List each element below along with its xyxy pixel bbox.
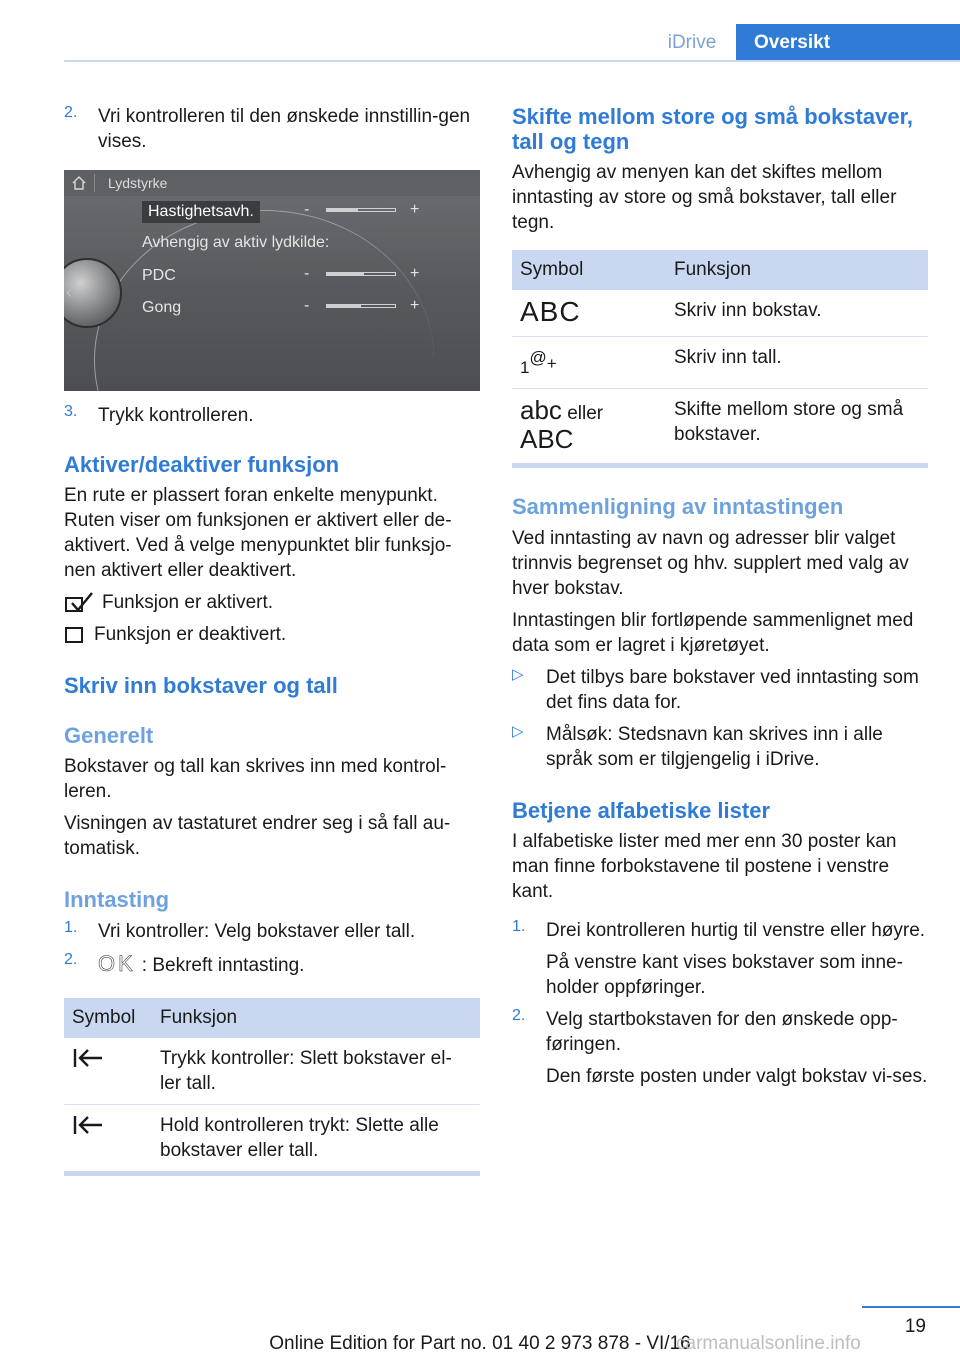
generelt-p1: Bokstaver og tall kan skrives inn med kontrol-leren. [64,756,447,802]
col-symbol: Symbol [64,998,152,1038]
step-number: 2. [512,1007,526,1024]
minus-label: - [304,297,310,314]
aktivert-text: Funksjon er aktivert. [102,592,274,613]
checkbox-empty-icon [64,625,88,645]
betjene-paragraph: I alfabetiske lister med mer enn 30 poster kan man finne forbokstavene til postene i venstre kant. [512,831,897,902]
bullet-item [512,722,928,772]
table-bottom-rule [64,1171,480,1176]
table-bottom-rule [512,463,928,468]
eller-text: eller [567,403,604,424]
symbol-cell [512,290,666,337]
step-2 [64,104,480,154]
funksjon-cell: Trykk kontroller: Slett bokstaver el-ler tall. [152,1038,480,1105]
screen-row-gong: Gong [142,299,182,316]
heading-skriv: Skriv inn bokstaver og tall [64,673,338,698]
skifte-paragraph: Avhengig av menyen kan det skiftes mellom inntasting av store og små bokstaver, tall eller tegn. [512,162,897,233]
list-step-1 [512,918,928,1000]
back-arrow-icon [72,1113,106,1137]
heading-generelt: Generelt [64,723,154,748]
plus-label: + [410,297,420,314]
minus-label: - [304,201,310,218]
sym-at: @ [529,348,547,367]
slider-pdc [326,272,396,276]
funksjon-cell: Skriv inn tall. [666,337,928,389]
step-subtext: På venstre kant vises bokstaver som inne-holder oppføringer. [546,952,903,998]
plus-label: + [410,265,420,282]
bullet-text: Det tilbys bare bokstaver ved inntasting som det fins data for. [546,667,919,713]
screen-row-pdc: PDC [142,267,176,284]
deaktivert-line [64,622,480,647]
idrive-screen-image [64,170,480,391]
deaktivert-text: Funksjon er deaktivert. [94,624,287,645]
step-3 [64,403,480,428]
sym-digit: 1 [520,358,530,377]
sym-plus: + [546,354,557,373]
step-text [98,951,480,978]
screen-row-hastighet: Hastighetsavh. [142,201,260,223]
aktivert-line [64,590,480,615]
table-row [512,290,928,337]
heading-aktiver: Aktiver/deaktiver funksjon [64,452,340,477]
step-number: 1. [512,918,526,935]
header-divider [64,60,960,62]
sammen-p2: Inntastingen blir fortløpende sammenlignet med data som er lagret i kjøretøyet. [512,610,914,656]
symbol-table-right [512,250,928,463]
funksjon-cell: Skriv inn bokstav. [666,290,928,337]
step-text-suffix: : Bekreft inntasting. [141,955,305,976]
sammen-p1: Ved inntasting av navn og adresser blir valget trinnvis begrenset og hhv. supplert med valg av hver bokstav. [512,528,909,599]
numbers-symbols-icon [520,348,557,377]
screen-row-avhengig: Avhengig av aktiv lydkilde: [142,234,330,251]
symbol-table-left [64,998,480,1171]
home-icon [72,176,86,190]
list-step-2 [512,1007,928,1089]
step-number: 3. [64,403,78,420]
generelt-p2: Visningen av tastaturet endrer seg i så fall au-tomatisk. [64,813,451,859]
watermark: carmanualsonline.info [676,1333,861,1354]
step-subtext: Den første posten under valgt bokstav vi-ses. [546,1066,928,1087]
footer-rule [862,1306,960,1308]
table-row [512,337,928,389]
heading-inntasting: Inntasting [64,887,170,912]
header-tab-idrive[interactable]: iDrive [667,32,717,53]
back-arrow-icon [72,1046,106,1070]
slider-fill [327,209,358,211]
online-edition-text: Online Edition for Part no. 01 40 2 973 878 - VI/16 [269,1333,691,1354]
funksjon-cell: Skifte mellom store og små bokstaver. [674,399,904,445]
step-number: 2. [64,104,78,121]
symbol-cell [512,389,666,464]
heading-skifte: Skifte mellom store og små bokstaver, tall og tegn [512,104,914,154]
table-row [64,1105,480,1172]
step-text: Trykk kontrolleren. [98,405,254,426]
symbol-cell [64,1038,152,1105]
screen-title: Lydstyrke [108,175,168,191]
chevron-left-icon: ‹ [66,282,72,302]
table-row [64,1038,480,1105]
step-text: Vri kontroller: Velg bokstaver eller tall. [98,921,416,942]
header-tab-oversikt[interactable]: Oversikt [736,24,960,62]
plus-label: + [410,201,420,218]
heading-betjene: Betjene alfabetiske lister [512,798,771,823]
uppercase-abc-icon: ABC [520,296,581,327]
left-column [64,104,480,1176]
checkbox-checked-icon [64,592,96,614]
triangle-bullet-icon: ▷ [512,723,524,740]
aktiver-paragraph: En rute er plassert foran enkelte menypunkt. Ruten viser om funksjonen er aktivert eller de-aktivert. Ved å velge menypunktet blir funksjo-nen aktivert eller deaktivert. [64,485,452,581]
heading-sammenligning: Sammenligning av inntastingen [512,494,844,519]
col-funksjon: Funksjon [666,250,928,290]
symbol-cell [64,1105,152,1172]
screen-divider [94,174,95,192]
col-symbol: Symbol [512,250,666,290]
ok-icon: OK [98,951,136,976]
bullet-text: Målsøk: Stedsnavn kan skrives inn i alle språk som er tilgjengelig i iDrive. [546,724,883,770]
funksjon-cell: Hold kontrolleren trykt: Slette alle bokstaver eller tall. [160,1115,439,1161]
bullet-item [512,665,928,715]
minus-label: - [304,265,310,282]
page-number: 19 [904,1316,926,1337]
step-text: Drei kontrolleren hurtig til venstre eller høyre. [546,920,926,941]
slider-hastighet [326,208,396,212]
lowercase-abc-icon: abc [520,395,562,425]
right-column [512,104,928,1089]
slider-gong [326,304,396,308]
slider-fill [327,273,364,275]
inntasting-step-1 [64,919,480,944]
symbol-cell [512,337,666,389]
step-text: Vri kontrolleren til den ønskede innstillin-gen vises. [98,106,471,152]
inntasting-step-2 [64,951,480,978]
step-text: Velg startbokstaven for den ønskede opp-føringen. [546,1009,898,1055]
step-number: 2. [64,951,78,968]
col-funksjon: Funksjon [152,998,480,1038]
table-row [512,389,928,464]
triangle-bullet-icon: ▷ [512,666,524,683]
uppercase-abc-icon: ABC [520,424,574,454]
slider-fill [327,305,361,307]
step-number: 1. [64,919,78,936]
